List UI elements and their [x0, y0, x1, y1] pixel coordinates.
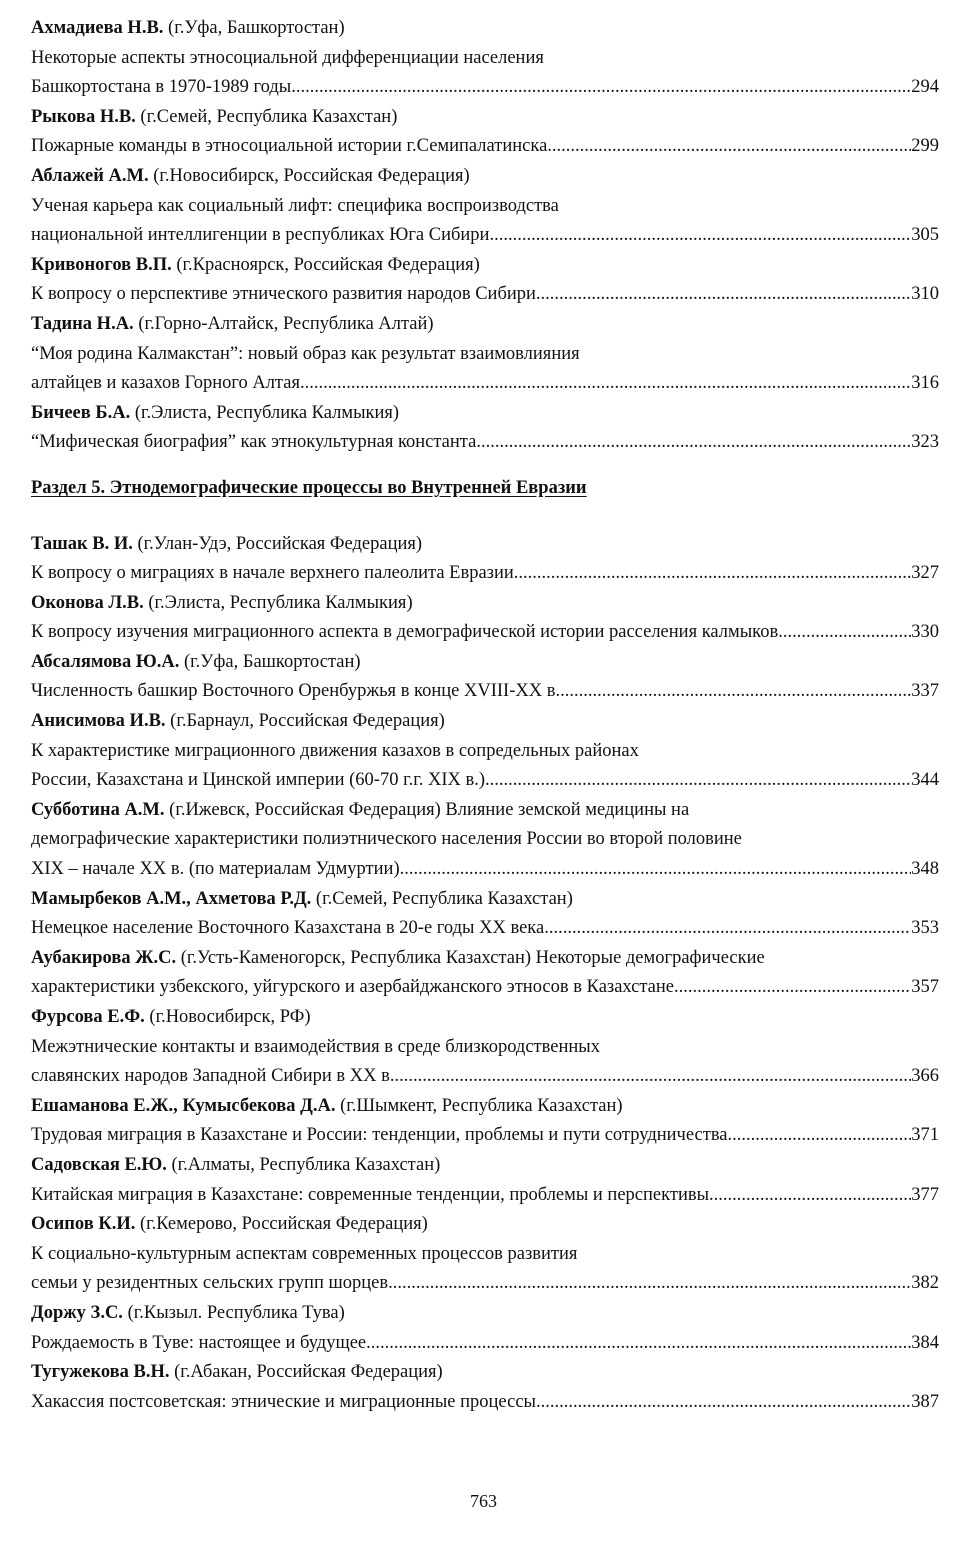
- author-location: (г.Элиста, Республика Калмыкия): [134, 402, 400, 423]
- title-last-line: [31, 221, 939, 251]
- author-line: [31, 310, 939, 340]
- author-location: (г.Новосибирск, РФ): [149, 1007, 311, 1027]
- leader-dots: [709, 1181, 911, 1211]
- page-ref: 377: [911, 1184, 939, 1205]
- author-line: [31, 1299, 939, 1329]
- author-location: (г.Алматы, Республика Казахстан): [171, 1154, 441, 1175]
- title-text: К вопросу о перспективе этнического развития народов Сибири: [31, 284, 536, 305]
- author-line: [31, 1358, 939, 1388]
- toc-entry: [31, 14, 939, 103]
- author-location: (г.Элиста, Республика Калмыкия): [148, 592, 413, 613]
- title-text: характеристики узбекского, уйгурского и азербайджанского этносов в Казахстане: [31, 977, 674, 998]
- toc-entry: [31, 399, 939, 458]
- page-ref: 357: [911, 977, 939, 998]
- leader-dots: [366, 1329, 911, 1359]
- author-line: [31, 103, 939, 133]
- toc-entry: [31, 796, 939, 885]
- title-line: Межэтнические контакты и взаимодействия в среде близкородственных: [31, 1036, 600, 1057]
- toc-entry: [31, 1151, 939, 1210]
- leader-dots: [400, 855, 912, 885]
- leader-dots: [536, 1388, 911, 1418]
- title-text: Немецкое население Восточного Казахстана в 20-е годы XX века: [31, 918, 545, 939]
- title-text: Численность башкир Восточного Оренбуржья в конце XVIII-XX в: [31, 681, 556, 702]
- leader-dots: [514, 559, 911, 589]
- page-ref: 348: [911, 859, 939, 880]
- page-ref: 387: [911, 1391, 939, 1412]
- leader-dots: [728, 1121, 912, 1151]
- toc-entry: [31, 1358, 939, 1417]
- author-line: [31, 796, 939, 826]
- author-name: Ешаманова Е.Ж., Кумысбекова Д.А.: [31, 1095, 336, 1116]
- author-line: [31, 251, 939, 281]
- title-text: славянских народов Западной Сибири в XX в: [31, 1066, 390, 1087]
- page-ref: 316: [911, 373, 939, 394]
- toc-entry: [31, 530, 939, 589]
- author-name: Оконова Л.В.: [31, 592, 144, 613]
- title-text: России, Казахстана и Цинской империи (60-70 г.г. XIX в.): [31, 770, 485, 791]
- title-last-line: [31, 1121, 939, 1151]
- author-location: (г.Уфа, Башкортостан): [184, 651, 361, 672]
- leader-dots: [476, 428, 911, 458]
- title-last-line: [31, 766, 939, 796]
- toc-page: [31, 14, 939, 1417]
- toc-entry: [31, 707, 939, 796]
- author-name: Тадина Н.А.: [31, 313, 134, 334]
- title-text: XIX – начале XX в. (по материалам Удмуртии): [31, 859, 400, 880]
- toc-group-1: [31, 14, 939, 458]
- title-text: Хакассия постсоветская: этнические и миграционные процессы: [31, 1391, 536, 1412]
- author-name: Аблажей А.М.: [31, 165, 149, 186]
- author-location: (г.Кызыл. Республика Тува): [127, 1302, 345, 1323]
- toc-entry: [31, 589, 939, 648]
- section-title: Раздел 5. Этнодемографические процессы во Внутренней Евразии: [31, 477, 587, 498]
- leader-dots: [388, 1269, 911, 1299]
- toc-entry: [31, 162, 939, 251]
- author-location: (г.Семей, Республика Казахстан): [315, 888, 573, 909]
- title-line: К характеристике миграционного движения казахов в сопредельных районах: [31, 740, 639, 761]
- toc-entry: [31, 251, 939, 310]
- leader-dots: [555, 677, 911, 707]
- author-name: Кривоногов В.П.: [31, 254, 172, 275]
- page-ref: 337: [911, 681, 939, 702]
- author-name: Бичеев Б.А.: [31, 402, 131, 423]
- page-ref: 299: [911, 136, 939, 157]
- leader-dots: [674, 973, 911, 1003]
- page-ref: 294: [911, 77, 939, 98]
- title-last-line: [31, 1181, 939, 1211]
- author-line: [31, 589, 939, 619]
- title-text: семьи у резидентных сельских групп шорцев: [31, 1273, 389, 1294]
- author-location: (г.Горно-Алтайск, Республика Алтай): [138, 313, 434, 334]
- title-text: К вопросу о миграциях в начале верхнего палеолита Евразии: [31, 563, 514, 584]
- title-last-line: [31, 428, 939, 458]
- title-line: К социально-культурным аспектам современных процессов развития: [31, 1243, 578, 1264]
- title-last-line: [31, 855, 939, 885]
- author-line: [31, 944, 939, 974]
- leader-dots: [778, 618, 911, 648]
- title-text: Башкортостана в 1970-1989 годы: [31, 77, 292, 98]
- author-line: [31, 14, 939, 44]
- page-ref: 382: [911, 1273, 939, 1294]
- toc-entry: [31, 310, 939, 399]
- author-name: Фурсова Е.Ф.: [31, 1007, 145, 1027]
- title-last-line: [31, 559, 939, 589]
- author-location: (г.Усть-Каменогорск, Республика Казахстан) Некоторые демографические: [180, 947, 765, 968]
- toc-entry: [31, 944, 939, 1003]
- page-ref: 330: [911, 622, 939, 643]
- title-last-line: [31, 280, 939, 310]
- title-text: алтайцев и казахов Горного Алтая: [31, 373, 300, 394]
- page-ref: 366: [911, 1066, 939, 1087]
- leader-dots: [300, 369, 911, 399]
- author-location: (г.Красноярск, Российская Федерация): [176, 254, 480, 275]
- author-name: Садовская Е.Ю.: [31, 1154, 167, 1175]
- leader-dots: [536, 280, 911, 310]
- author-location: (г.Кемерово, Российская Федерация): [140, 1214, 428, 1235]
- title-text: Рождаемость в Туве: настоящее и будущее: [31, 1332, 367, 1353]
- page-ref: 353: [911, 918, 939, 939]
- author-name: Осипов К.И.: [31, 1214, 136, 1235]
- author-location: (г.Абакан, Российская Федерация): [174, 1362, 443, 1383]
- toc-entry: [31, 885, 939, 944]
- author-line: [31, 1003, 939, 1033]
- author-name: Ахмадиева Н.В.: [31, 18, 164, 38]
- title-line: Некоторые аспекты этносоциальной дифференциации населения: [31, 47, 544, 68]
- title-last-line: [31, 914, 939, 944]
- page-ref: 371: [911, 1125, 939, 1146]
- author-line: [31, 1092, 939, 1122]
- title-line: демографические характеристики полиэтнического населения России во второй половине: [31, 829, 742, 850]
- title-last-line: [31, 618, 939, 648]
- toc-entry: [31, 648, 939, 707]
- author-line: [31, 885, 939, 915]
- title-last-line: [31, 973, 939, 1003]
- author-line: [31, 648, 939, 678]
- author-name: Анисимова И.В.: [31, 711, 166, 732]
- page-ref: 344: [911, 770, 939, 791]
- author-location: (г.Улан-Удэ, Российская Федерация): [137, 533, 423, 554]
- author-line: [31, 530, 939, 560]
- title-last-line: [31, 1269, 939, 1299]
- author-line: [31, 399, 939, 429]
- toc-entry: [31, 1003, 939, 1092]
- title-last-line: [31, 73, 939, 103]
- title-line: Ученая карьера как социальный лифт: специфика воспроизводства: [31, 195, 559, 216]
- author-name: Доржу З.С.: [31, 1302, 123, 1323]
- leader-dots: [544, 914, 911, 944]
- author-name: Тугужекова В.Н.: [31, 1362, 170, 1383]
- title-text: К вопросу изучения миграционного аспекта в демографической истории расселения калмыков: [31, 622, 779, 643]
- toc-entry: [31, 1092, 939, 1151]
- author-location: (г.Шымкент, Республика Казахстан): [340, 1095, 623, 1116]
- page-ref: 323: [911, 432, 939, 453]
- title-last-line: [31, 1388, 939, 1418]
- author-location: (г.Уфа, Башкортостан): [168, 18, 345, 38]
- author-location: (г.Барнаул, Российская Федерация): [170, 711, 445, 732]
- page-ref: 384: [911, 1332, 939, 1353]
- title-text: национальной интеллигенции в республиках Юга Сибири: [31, 225, 490, 246]
- toc-entry: [31, 1299, 939, 1358]
- toc-entry: [31, 103, 939, 162]
- author-line: [31, 1210, 939, 1240]
- author-name: Аубакирова Ж.С.: [31, 947, 177, 968]
- title-last-line: [31, 677, 939, 707]
- title-line: “Моя родина Калмакстан”: новый образ как результат взаимовлияния: [31, 343, 580, 364]
- toc-group-2: [31, 530, 939, 1418]
- title-last-line: [31, 1062, 939, 1092]
- author-line: [31, 162, 939, 192]
- leader-dots: [291, 73, 911, 103]
- leader-dots: [489, 221, 911, 251]
- page-ref: 310: [911, 284, 939, 305]
- author-line: [31, 1151, 939, 1181]
- page-number: 763: [470, 1491, 497, 1511]
- author-location: (г.Семей, Республика Казахстан): [140, 106, 398, 127]
- title-text: Трудовая миграция в Казахстане и России: тенденции, проблемы и пути сотрудничества: [31, 1125, 728, 1146]
- title-last-line: [31, 1329, 939, 1359]
- title-last-line: [31, 369, 939, 399]
- page-ref: 327: [911, 563, 939, 584]
- toc-entry: [31, 1210, 939, 1299]
- author-name: Ташак В. И.: [31, 533, 133, 554]
- title-text: Китайская миграция в Казахстане: современные тенденции, проблемы и перспективы: [31, 1184, 710, 1205]
- author-name: Абсалямова Ю.А.: [31, 651, 180, 672]
- title-text: Пожарные команды в этносоциальной истории г.Семипалатинска: [31, 136, 548, 157]
- author-location: (г.Новосибирск, Российская Федерация): [153, 165, 470, 186]
- author-name: Мамырбеков А.М., Ахметова Р.Д.: [31, 888, 312, 909]
- author-location: (г.Ижевск, Российская Федерация) Влияние земской медицины на: [169, 799, 690, 820]
- author-name: Субботина А.М.: [31, 799, 165, 820]
- author-line: [31, 707, 939, 737]
- leader-dots: [390, 1062, 911, 1092]
- leader-dots: [547, 132, 911, 162]
- leader-dots: [485, 766, 911, 796]
- page-ref: 305: [911, 225, 939, 246]
- title-text: “Мифическая биография” как этнокультурная константа: [31, 432, 477, 453]
- title-last-line: [31, 132, 939, 162]
- author-name: Рыкова Н.В.: [31, 106, 136, 127]
